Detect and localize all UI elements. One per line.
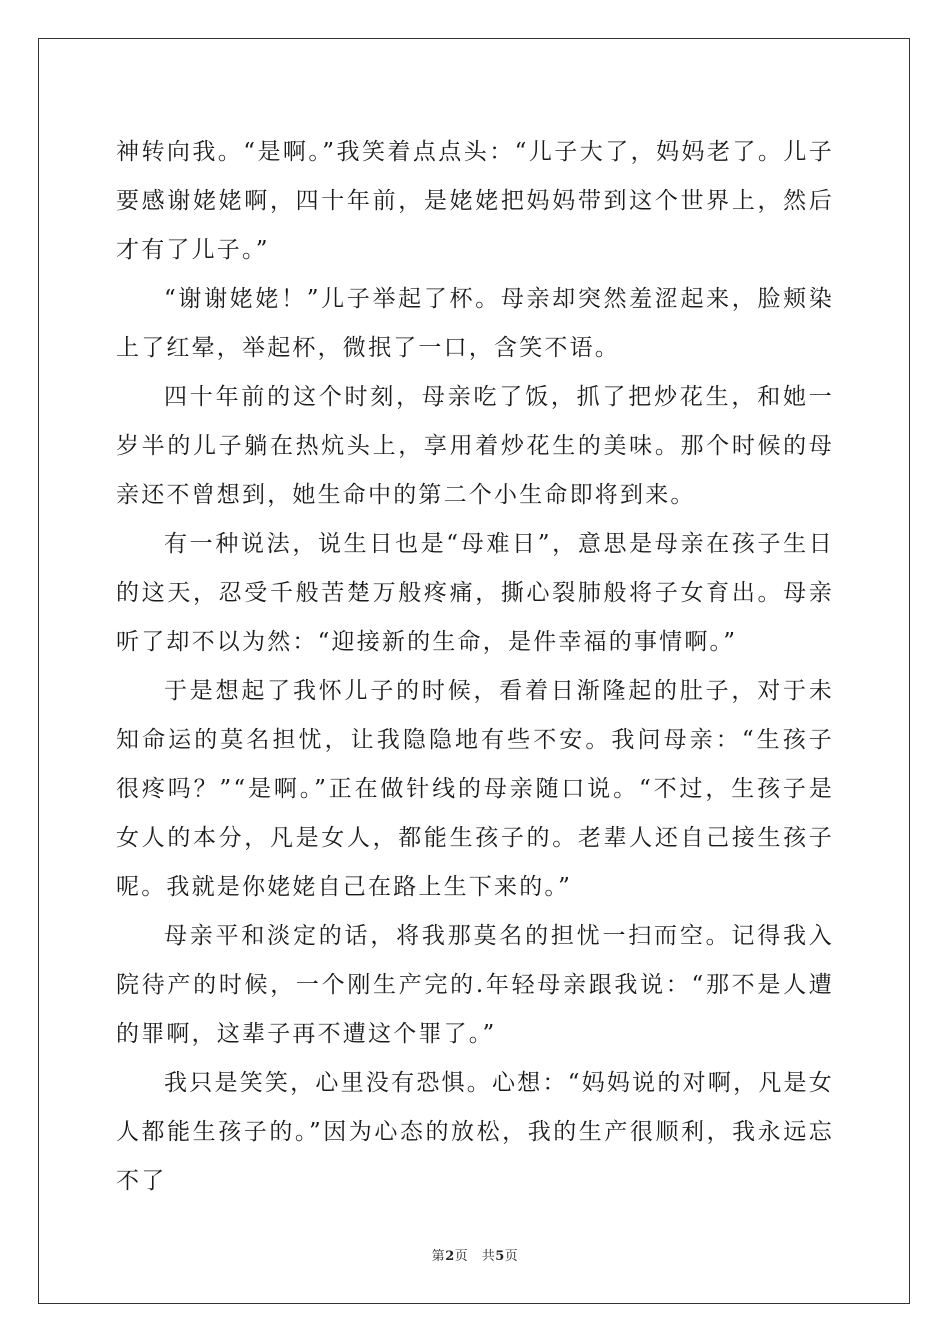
current-page-number: 2	[445, 1249, 455, 1264]
document-body	[116, 128, 834, 1206]
paragraph-2: “谢谢姥姥！”儿子举起了杯。母亲却突然羞涩起来，脸颊染上了红晕，举起杯，微抿了一口，含笑不语。	[116, 286, 834, 361]
paragraph-1: 神转向我。“是啊。”我笑着点点头：“儿子大了，妈妈老了。儿子要感谢姥姥啊，四十年前，是姥姥把妈妈带到这个世界上，然后才有了儿子。”	[116, 139, 834, 263]
page-suffix: 页	[504, 1249, 519, 1264]
page-prefix: 第	[431, 1249, 446, 1264]
paragraph-5: 于是想起了我怀儿子的时候，看着日渐隆起的肚子，对于未知命运的莫名担忧，让我隐隐地有些不安。我问母亲：“生孩子很疼吗？”“是啊。”正在做针线的母亲随口说。“不过，生孩子是女人的本分，凡是女人，都能生孩子的。老辈人还自己接生孩子呢。我就是你姥姥自己在路上生下来的。”	[116, 678, 834, 900]
paragraph-4: 有一种说法，说生日也是“母难日”，意思是母亲在孩子生日的这天，忍受千般苦楚万般疼痛，撕心裂肺般将子女育出。母亲听了却不以为然：“迎接新的生命，是件幸福的事情啊。”	[116, 531, 834, 655]
page-mid: 页 共	[454, 1249, 496, 1264]
total-page-number: 5	[495, 1249, 505, 1264]
paragraph-6: 母亲平和淡定的话，将我那莫名的担忧一扫而空。记得我入院待产的时候，一个刚生产完的.年轻母亲跟我说：“那不是人遭的罪啊，这辈子再不遭这个罪了。”	[116, 923, 834, 1047]
page-number-footer	[0, 1249, 950, 1265]
paragraph-7: 我只是笑笑，心里没有恐惧。心想：“妈妈说的对啊，凡是女人都能生孩子的。”因为心态的放松，我的生产很顺利，我永远忘不了	[116, 1070, 834, 1194]
paragraph-3: 四十年前的这个时刻，母亲吃了饭，抓了把炒花生，和她一岁半的儿子躺在热炕头上，享用着炒花生的美味。那个时候的母亲还不曾想到，她生命中的第二个小生命即将到来。	[116, 384, 834, 508]
